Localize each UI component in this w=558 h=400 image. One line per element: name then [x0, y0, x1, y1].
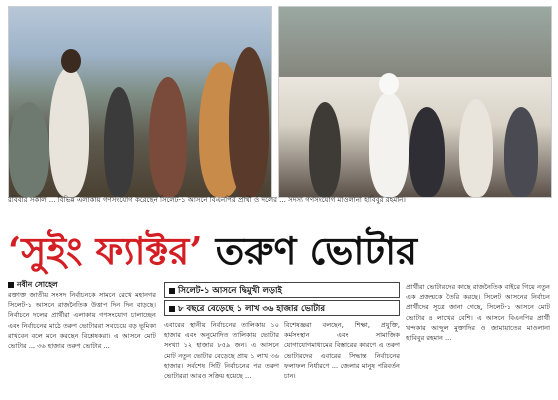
- photo-row: [8, 6, 550, 196]
- subhead-1-text: সিলেট-১ আসনে দ্বিমুখী লড়াই: [178, 286, 282, 296]
- subhead-marker-icon: [169, 306, 175, 312]
- article-column-2: এবারের স্থানীয় নির্বাচনের তালিকায় ১০ হাজার এবং অনুমোদিত তালিকায় ভোটার সংখ্যা ১২ হাজার ৮৫৯ জন। এ আসনে মোট নতুন ভোটার বেড়েছে প্রায় ১ লাখ ৩৬ হাজার। সর্বশেষ সিটি নির্বাচনের পর তরুণ ভোটাররা আরও সক্রিয় হয়েছে ...: [164, 321, 279, 381]
- subhead-2: [164, 300, 400, 316]
- subhead-2-text: ৮ বছরে বেড়েছে ১ লাখ ৩৬ হাজার ভোটার: [178, 304, 326, 314]
- subhead-marker-icon: [169, 288, 175, 294]
- headline: [8, 222, 550, 280]
- photo-caption: রবিবার সকাল ... বিভিন্ন এলাকায় গণসংযোগ করেছেন সিলেট-১ আসনে বিএনপির প্রার্থী ও দলের ... সদস্য গণসংযোগ মাওলানা হাবিবুর রহমান।: [8, 196, 406, 204]
- subhead-1: [164, 282, 400, 298]
- article-column-3: বিশেষজ্ঞরা বলছেন, শিক্ষা, প্রযুক্তি, কর্মসংস্থান এবং সামাজিক যোগাযোগমাধ্যমের বিস্তারের কারণে এ তরুণ ভোটারদের এবারের সিদ্ধান্ত নির্বাচনের ফলাফল নির্ধারণে ... জেলার মানুষ পরিবর্তন চান।: [284, 321, 400, 381]
- byline-name: নবীন সোহেল: [17, 280, 58, 289]
- byline-marker-icon: [8, 282, 14, 288]
- headline-quote: ‘সুইং ফ্যাক্টর’: [8, 228, 203, 273]
- campaign-photo-right: [278, 6, 552, 198]
- article-column-4: প্রার্থীরা ভোটারদের কাছে রাজনৈতিক বাইরে গিয়ে নতুন এক প্রজন্মকে তৈরি করছে। সিলেট আসনের নির্বাচন প্রার্থীদের সূত্রে জানা গেছে, সিলেট-১ আসনে মোট ভোটার ৪ লাখের বেশি। এ আসনে বিএনপির প্রার্থী খন্দকার আব্দুল মুক্তাদির ও জামায়াতের মাওলানা হাবিবুর রহমান ...: [406, 283, 550, 343]
- headline-rest: তরুণ ভোটার: [202, 228, 418, 273]
- article-column-1: রক্তাক্ত জাতীয় সংসদ নির্বাচনকে সামনে রেখে মহানগর সিলেট-১ আসনে রাজনৈতিক উত্তাপ দিন দিন বাড়ছে। নির্বাচনে দলের প্রার্থীরা এলাকায় গণসংযোগ চালাচ্ছেন এবং নির্বাচনের মাঠে তরুণ ভোটাররা সবচেয়ে বড় ভূমিকা রাখবেন বলে মনে করছেন বিশ্লেষকরা। এ আসনে মোট ভোটার ... ৩৬ হাজার তরুণ ভোটার ...: [8, 291, 156, 351]
- campaign-photo-left: [8, 6, 272, 198]
